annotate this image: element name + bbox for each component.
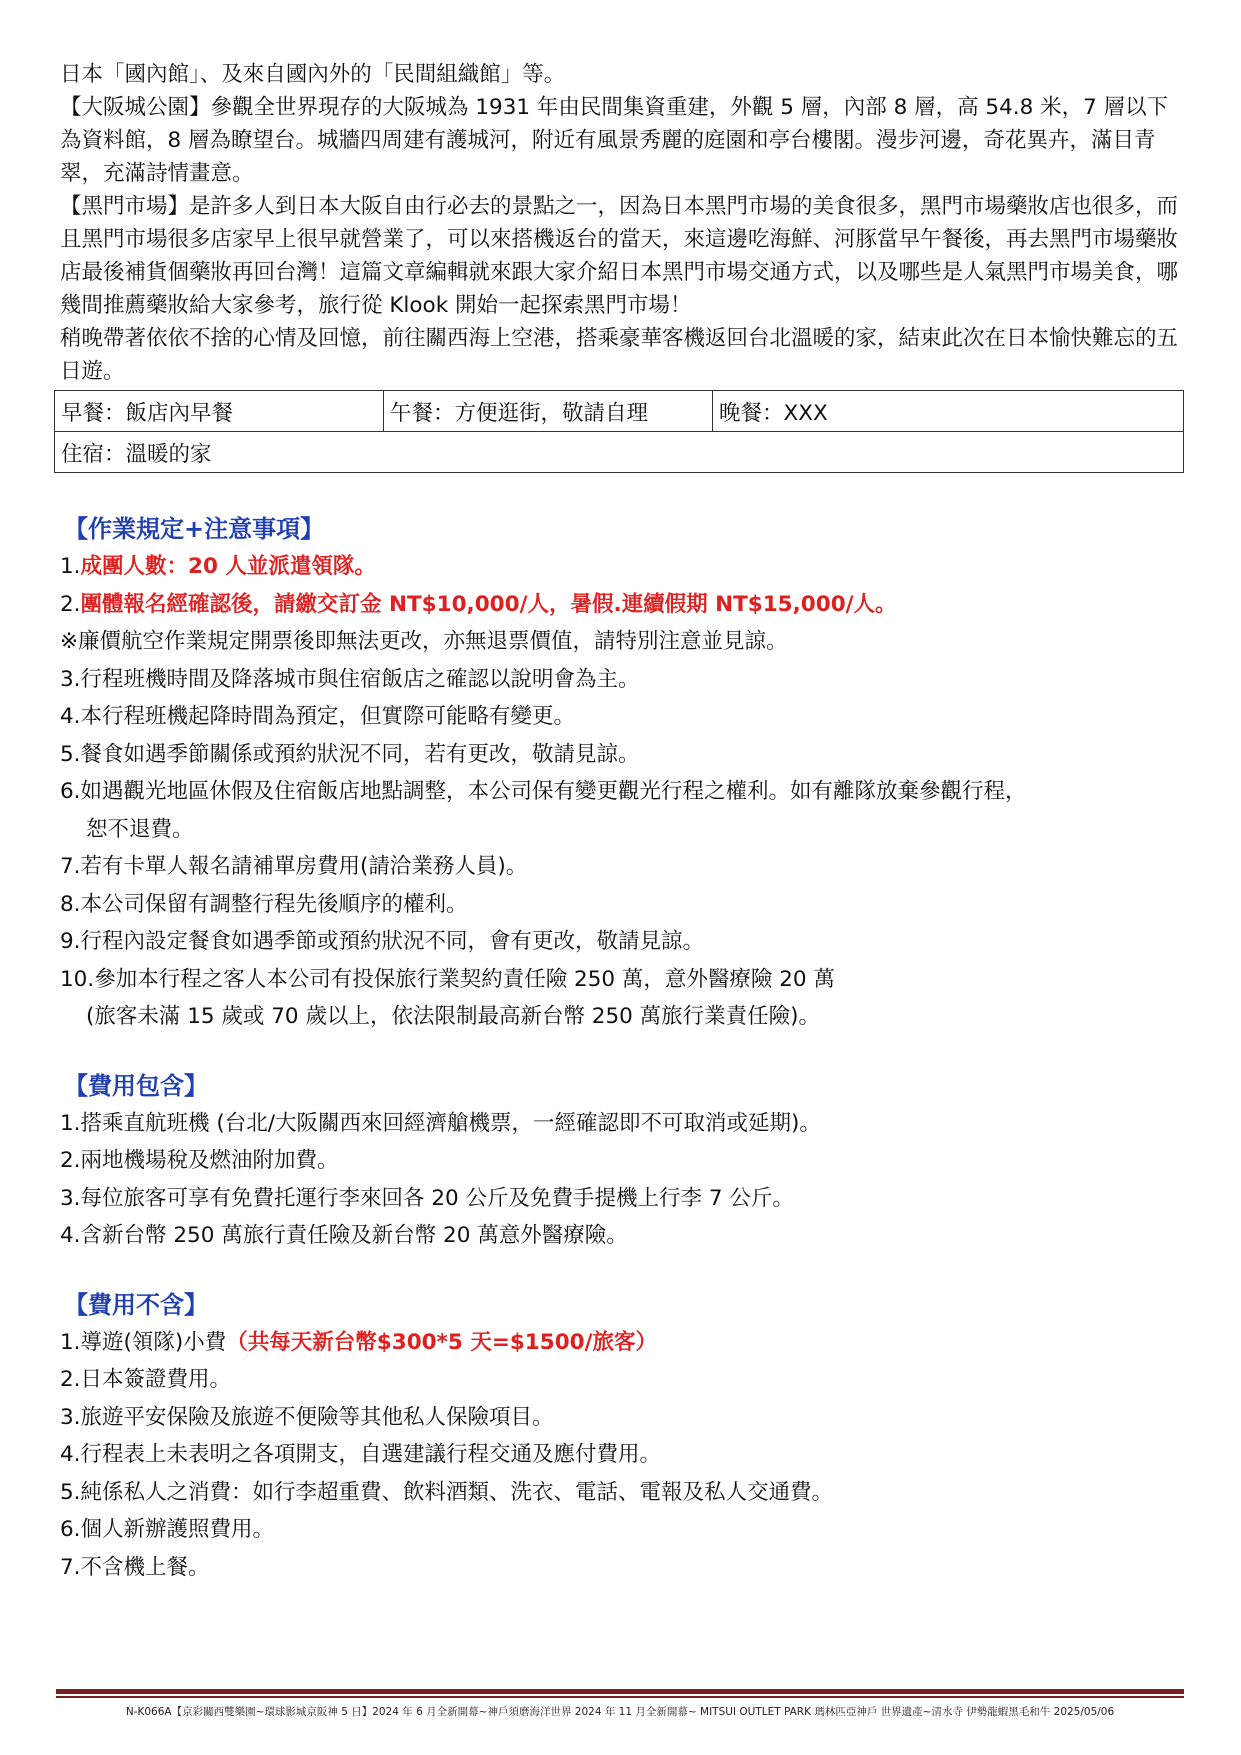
rules-section-title: 【作業規定+注意事項】 (64, 515, 325, 543)
rules-item-7: 7.若有卡單人報名請補單房費用(請洽業務人員)。 (60, 854, 528, 879)
excluded-section-title: 【費用不含】 (64, 1290, 208, 1319)
meal-lunch: 午餐：方便逛街，敬請自理 (384, 391, 713, 432)
rules-item-10-continued: (旅客未滿 15 歲或 70 歲以上，依法限制最高新台幣 250 萬旅行業責任險)。 (86, 1004, 821, 1029)
document-page (60, 58, 1180, 1586)
rules-item-1: 1.成團人數：20 人並派遣領隊。 (60, 554, 376, 579)
intro-paragraph-1: 日本「國內館」、及來自國內外的「民間組織館」等。 (60, 62, 566, 87)
lodging-cell: 住宿：溫暖的家 (55, 432, 1184, 473)
rules-item-3: 3.行程班機時間及降落城市與住宿飯店之確認以說明會為主。 (60, 666, 640, 692)
rules-item-6-continued: 恕不退費。 (86, 816, 194, 842)
included-item-3: 3.每位旅客可享有免費托運行李來回各 20 公斤及免費手提機上行李 7 公斤。 (60, 1185, 794, 1211)
rules-item-2: 2.團體報名經確認後，請繳交訂金 NT$10,000/人，暑假.連續假期 NT$15,000/人。 (60, 591, 897, 617)
footer-text: N-K066A【京彩關西雙樂園~環球影城京阪神 5 日】2024 年 6 月全新開幕~神戶須磨海洋世界 2024 年 11 月全新開幕~ MITSUI OUTLET PARK 瑪林匹亞神戶 世界遺產~清水寺 伊勢龍蝦黑毛和牛 2025/05/06 (125, 1706, 1115, 1718)
rules-item-8: 8.本公司保留有調整行程先後順序的權利。 (60, 891, 468, 917)
intro-paragraph-kuromon-market: 【黑門市場】是許多人到日本大阪自由行必去的景點之一，因為日本黑門市場的美食很多，黑門市場藥妝店也很多，而且黑門市場很多店家早上很早就營業了，可以來搭機返台的當天，來這邊吃海鮮、河豚當早午餐後，再去黑門市場藥妝店最後補貨個藥妝再回台灣！這篇文章編輯就來跟大家介紹日本黑門市場交通方式，以及哪些是人氣黑門市場美食，哪幾間推薦藥妝給大家參考，旅行從 Klook 開始一起探索黑門市場！ (60, 194, 1179, 318)
footer-rule-thin (56, 1696, 1184, 1698)
excluded-item-1: 1.導遊(領隊)小費（共每天新台幣$300*5 天=$1500/旅客） (60, 1329, 657, 1355)
meal-breakfast: 早餐：飯店內早餐 (55, 391, 384, 432)
intro-paragraph-return: 稍晚帶著依依不捨的心情及回憶，前往關西海上空港，搭乘豪華客機返回台北溫暖的家，結束此次在日本愉快難忘的五日遊。 (60, 326, 1179, 384)
rules-item-5: 5.餐食如遇季節關係或預約狀況不同，若有更改，敬請見諒。 (60, 741, 640, 767)
excluded-item-3: 3.旅遊平安保險及旅遊不便險等其他私人保險項目。 (60, 1404, 554, 1430)
included-item-4: 4.含新台幣 250 萬旅行責任險及新台幣 20 萬意外醫療險。 (60, 1223, 628, 1248)
excluded-item-5: 5.純係私人之消費：如行李超重費、飲料酒類、洗衣、電話、電報及私人交通費。 (60, 1479, 834, 1505)
rules-item-4: 4.本行程班機起降時間為預定，但實際可能略有變更。 (60, 704, 576, 729)
excluded-item-7: 7.不含機上餐。 (60, 1554, 210, 1580)
excluded-item-4: 4.行程表上未表明之各項開支，自選建議行程交通及應付費用。 (60, 1442, 662, 1467)
rules-item-6: 6.如遇觀光地區休假及住宿飯店地點調整，本公司保有變更觀光行程之權利。如有離隊放棄參觀行程， (60, 779, 1027, 804)
meals-table (54, 390, 1184, 473)
included-item-2: 2.兩地機場稅及燃油附加費。 (60, 1148, 339, 1173)
excluded-item-6: 6.個人新辦護照費用。 (60, 1517, 275, 1542)
excluded-item-2: 2.日本簽證費用。 (60, 1367, 232, 1392)
included-section-title: 【費用包含】 (64, 1071, 208, 1100)
rules-note: ※廉價航空作業規定開票後即無法更改，亦無退票價值，請特別注意並見諒。 (60, 629, 788, 654)
rules-item-10: 10.參加本行程之客人本公司有投保旅行業契約責任險 250 萬，意外醫療險 20 萬 (60, 966, 835, 992)
rules-item-9: 9.行程內設定餐食如遇季節或預約狀況不同，會有更改，敬請見諒。 (60, 929, 705, 954)
included-item-1: 1.搭乘直航班機 (台北/大阪關西來回經濟艙機票，一經確認即不可取消或延期)。 (60, 1110, 821, 1136)
meal-dinner: 晚餐：XXX (713, 391, 1184, 432)
footer-rule-thick (56, 1689, 1184, 1694)
intro-paragraph-osaka-castle: 【大阪城公園】參觀全世界現存的大阪城為 1931 年由民間集資重建，外觀 5 層，內部 8 層，高 54.8 米，7 層以下為資料館，8 層為瞭望台。城牆四周建有護城河，附近有風景秀麗的庭園和亭台樓閣。漫步河邊，奇花異卉，滿目青翠，充滿詩情畫意。 (60, 95, 1169, 186)
